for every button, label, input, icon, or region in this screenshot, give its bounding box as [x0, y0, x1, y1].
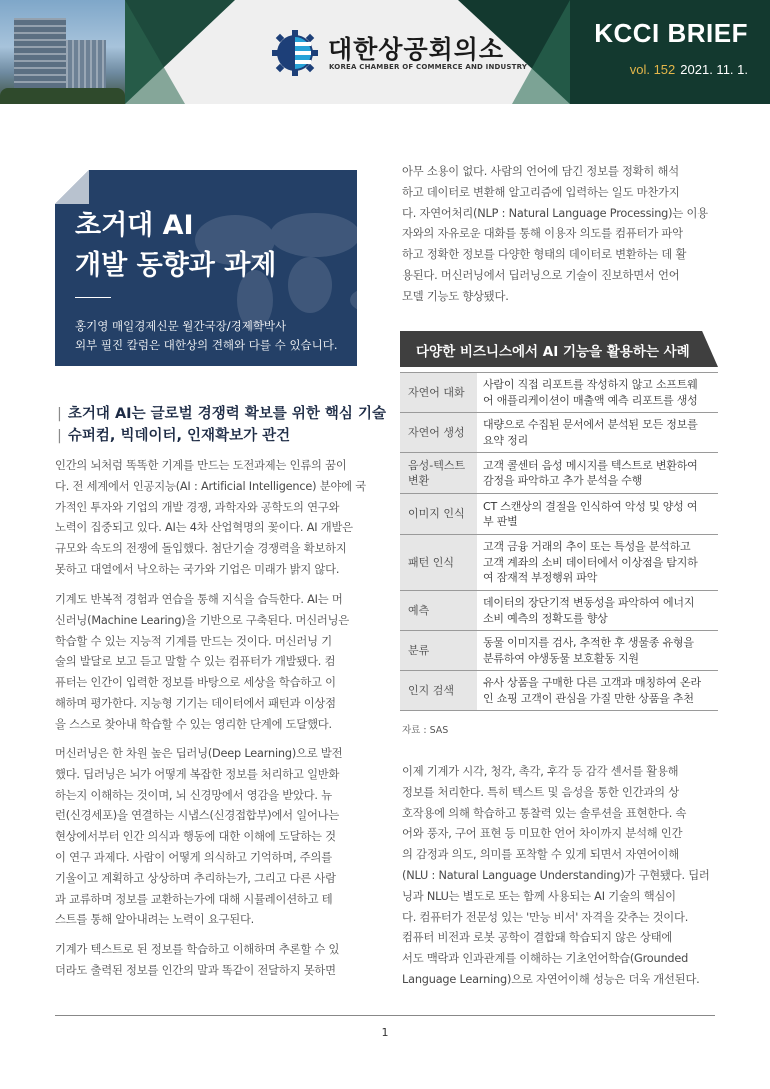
- footer-divider: [55, 1015, 715, 1016]
- text-line: 용된다. 머신러닝에서 딥러닝으로 기술이 진보하면서 언어: [402, 268, 680, 282]
- highlight-bar: |: [57, 406, 62, 422]
- text-line: 기계도 반복적 경험과 연습을 통해 지식을 습득한다. AI는 머: [55, 593, 343, 606]
- text-line: 술의 발달로 보고 듣고 말할 수 있는 컴퓨터가 개발됐다. 컴: [55, 655, 336, 669]
- text-line: 을 스스로 찾아내 학습할 수 있는 영리한 단계에 도달했다.: [55, 717, 332, 731]
- table-description: [477, 494, 718, 535]
- article-title-line2: 개발 동향과 과제: [75, 250, 277, 281]
- column-disclaimer: 외부 필진 칼럼은 대한상의 견해와 다를 수 있습니다.: [75, 338, 338, 352]
- table-row: [400, 494, 718, 535]
- category-label: 인지 검색: [408, 683, 455, 697]
- table-description: [477, 591, 718, 631]
- description-line: 어 애플리케이션이 매출액 예측 리포트를 생성: [483, 393, 698, 407]
- table-source: 자료 : SAS: [402, 725, 449, 736]
- description-line: 동물 이미지를 검사, 추적한 후 생물종 유형을: [483, 636, 694, 649]
- table-row: [400, 413, 718, 453]
- text-line: 의 감정과 의도, 의미를 포착할 수 있게 되면서 자연어이해: [402, 848, 679, 862]
- page-fold-corner: [55, 170, 89, 204]
- text-line: 닝과 NLU는 별도로 또는 함께 사용되는 AI 기술의 핵심이: [402, 889, 676, 903]
- text-line: 하고 데이터로 변환해 알고리즘에 입력하는 일도 마찬가지: [402, 185, 680, 199]
- kcci-logo-icon: [272, 30, 318, 76]
- text-line: 어와 풍자, 구어 표현 등 미묘한 언어 차이까지 분석해 인간: [402, 827, 683, 841]
- description-line: 부 판별: [483, 515, 518, 528]
- text-line: 퓨터는 인간이 입력한 정보를 바탕으로 세상을 학습하고 이: [55, 676, 336, 690]
- category-label: 예측: [408, 603, 430, 617]
- issue-volume: vol. 152: [629, 62, 676, 77]
- text-line: 정보를 처리한다. 특히 텍스트 및 음성을 통한 인간과의 상: [402, 785, 679, 799]
- page-header: [0, 0, 770, 104]
- category-label: 이미지 인식: [408, 507, 465, 521]
- highlight-2-text: 슈퍼컴, 빅데이터, 인재확보가 관건: [67, 428, 291, 444]
- left-paragraph-1: [55, 456, 371, 581]
- table-row: [400, 591, 718, 631]
- text-line: 서도 맥락과 인과관계를 이해하는 기초언어학습(Grounded: [402, 952, 689, 966]
- author-byline: 홍기영 매일경제신문 월간국장/경제학박사: [75, 319, 287, 333]
- table-category: [400, 535, 477, 591]
- highlight-2: [57, 425, 377, 447]
- text-line: 다. 자연어처리(NLP : Natural Language Processing)는 이용: [402, 206, 708, 220]
- header-brand-panel: [570, 0, 770, 104]
- text-line: 신러닝(Machine Learing)을 기반으로 구축된다. 머신러닝은: [55, 613, 350, 627]
- left-paragraph-2: [55, 590, 371, 736]
- description-line: CT 스캔상의 결절을 인식하여 악성 및 양성 여: [483, 499, 698, 513]
- table-category: [400, 494, 477, 535]
- text-line: 아무 소용이 없다. 사람의 언어에 담긴 정보를 정확히 해석: [402, 165, 679, 178]
- article-title: [75, 206, 276, 286]
- description-line: 요약 정리: [483, 433, 529, 447]
- table-row: [400, 453, 718, 494]
- text-line: 과 교류하며 정보를 교환하는가에 대해 시뮬레이션하고 테: [55, 892, 333, 906]
- text-line: 노력이 집중되고 있다. AI는 4차 산업혁명의 꽃이다. AI 개발은: [55, 521, 353, 535]
- table-row: [400, 535, 718, 591]
- description-line: 분류하여 야생동물 보호활동 지원: [483, 651, 639, 665]
- issue-info: [630, 62, 748, 77]
- description-line: 데이터의 장단기적 변동성을 파악하여 에너지: [483, 596, 695, 609]
- text-line: 가적인 투자와 기업의 개발 경쟁, 과학자와 공학도의 연구와: [55, 500, 340, 514]
- text-line: 했다. 딥러닝은 뇌가 어떻게 복잡한 정보를 처리하고 일반화: [55, 767, 340, 781]
- text-line: 모델 기능도 향상됐다.: [402, 289, 509, 303]
- highlight-1: [57, 403, 386, 425]
- table-description: [477, 535, 718, 591]
- description-line: 대량으로 수집된 문서에서 분석된 모든 정보를: [483, 418, 698, 431]
- description-line: 유사 상품을 구매한 다른 고객과 매칭하여 온라: [483, 676, 701, 689]
- text-line: 다. 전 세계에서 인공지능(AI : Artificial Intelligence) 분야에 국: [55, 479, 366, 493]
- text-line: 머신러닝은 한 차원 높은 딥러닝(Deep Learning)으로 발전: [55, 747, 343, 760]
- category-label: 분류: [408, 643, 430, 657]
- left-paragraph-4: [55, 940, 371, 982]
- table-title-banner: [400, 331, 718, 367]
- header-deco-right-light: [512, 0, 570, 104]
- page-number: 1: [381, 1026, 389, 1039]
- table-description: [477, 453, 718, 494]
- text-line: 호작용에 의해 학습하고 통찰력 있는 솔루션을 표현한다. 속: [402, 806, 687, 820]
- text-line: 이제 기계가 시각, 청각, 촉각, 후각 등 감각 센서를 활용해: [402, 765, 679, 778]
- description-line: 여 잠재적 부정행위 파악: [483, 571, 598, 585]
- right-paragraph-2: [402, 762, 718, 991]
- highlight-bar: |: [57, 428, 62, 444]
- left-paragraph-3: [55, 744, 371, 931]
- description-line: 소비 예측의 정확도를 향상: [483, 611, 608, 625]
- text-line: Language Learning)으로 자연어이해 성능은 더욱 개선된다.: [402, 972, 700, 986]
- table-category: [400, 591, 477, 631]
- header-deco-left-light: [125, 0, 185, 104]
- category-label: 변환: [408, 474, 430, 487]
- ai-use-case-table: [400, 372, 718, 711]
- category-label: 패턴 인식: [408, 555, 455, 569]
- table-description: [477, 413, 718, 453]
- table-description: [477, 671, 718, 711]
- table-row: [400, 631, 718, 671]
- category-label: 음성-텍스트: [408, 458, 466, 472]
- issue-date: 2021. 11. 1.: [680, 62, 748, 77]
- trees: [0, 88, 125, 104]
- article-title-box: [55, 170, 357, 366]
- author-info: [75, 317, 338, 355]
- description-line: 고객 콜센터 음성 메시지를 텍스트로 변환하여: [483, 458, 698, 472]
- text-line: 현상에서부터 인간 의식과 행동에 대한 이해에 도달하는 것: [55, 830, 336, 844]
- text-line: 스트를 통해 알아내려는 노력이 요구된다.: [55, 913, 255, 927]
- article-title-line1: 초거대 AI: [75, 210, 194, 241]
- text-line: 더라도 출력된 정보를 인간의 말과 똑같이 전달하지 못하면: [55, 963, 336, 977]
- text-line: 기울이고 계획하고 상상하며 추리하는가, 그리고 다른 사람: [55, 871, 336, 885]
- table-category: [400, 413, 477, 453]
- text-line: 학습할 수 있는 지능적 기계를 만드는 것이다. 머신러닝 기: [55, 634, 332, 648]
- text-line: 기계가 텍스트로 된 정보를 학습하고 이해하며 추론할 수 있: [55, 943, 340, 956]
- text-line: 하는지 이해하는 것이며, 뇌 신경망에서 영감을 받았다. 뉴: [55, 788, 332, 802]
- description-line: 감정을 파악하고 추가 분석을 수행: [483, 474, 643, 487]
- publication-brand: KCCI BRIEF: [594, 18, 748, 48]
- text-line: 자와의 자유로운 대화를 통해 이용자 의도를 컴퓨터가 파악: [402, 227, 683, 241]
- category-label: 자연어 생성: [408, 425, 465, 439]
- description-line: 고객 금융 거래의 추이 또는 특성을 분석하고: [483, 540, 691, 554]
- text-line: (NLU : Natural Language Understanding)가 구현됐다. 딥러: [402, 868, 710, 882]
- text-line: 하고 정확한 정보를 다양한 형태의 데이터로 변환하는 데 활: [402, 248, 687, 262]
- highlight-1-text: 초거대 AI는 글로벌 경쟁력 확보를 위한 핵심 기술: [67, 406, 386, 422]
- text-line: 런(신경세포)을 연결하는 시냅스(신경접합부)에서 일어나는: [55, 809, 340, 823]
- text-line: 해하며 평가한다. 지능형 기기는 데이터에서 패턴과 이상점: [55, 696, 336, 710]
- logo-english-name: KOREA CHAMBER OF COMMERCE AND INDUSTRY: [329, 63, 528, 71]
- table-category: [400, 631, 477, 671]
- text-line: 컴퓨터 비전과 로봇 공학이 결합돼 학습되지 않은 상태에: [402, 931, 673, 945]
- table-category: [400, 373, 477, 413]
- logo-korean-name: 대한상공회의소: [328, 35, 505, 64]
- table-row: [400, 373, 718, 413]
- title-divider: [75, 297, 111, 298]
- text-line: 다. 컴퓨터가 전문성 있는 '만능 비서' 자격을 갖추는 것이다.: [402, 910, 689, 924]
- description-line: 인 쇼핑 고객이 관심을 가질 만한 상품을 추천: [483, 691, 694, 705]
- text-line: 인간의 뇌처럼 똑똑한 기계를 만드는 도전과제는 인류의 꿈이: [55, 459, 347, 472]
- table-description: [477, 631, 718, 671]
- text-line: 규모와 속도의 전쟁에 돌입했다. 첨단기술 경쟁력을 확보하지: [55, 542, 347, 556]
- table-category: [400, 453, 477, 494]
- text-line: 못하고 대열에서 낙오하는 국가와 기업은 미래가 밝지 않다.: [55, 562, 340, 576]
- description-line: 고객 계좌의 소비 데이터에서 이상점을 탐지하: [483, 555, 698, 569]
- building-photo: [0, 0, 125, 104]
- text-line: 이 연구 과제다. 사람이 어떻게 의식하고 기억하며, 주의를: [55, 850, 332, 864]
- table-row: [400, 671, 718, 711]
- table-description: [477, 373, 718, 413]
- table-title: 다양한 비즈니스에서 AI 기능을 활용하는 사례: [416, 344, 690, 360]
- category-label: 자연어 대화: [408, 385, 465, 399]
- table-category: [400, 671, 477, 711]
- description-line: 사람이 직접 리포트를 작성하지 않고 소프트웨: [483, 378, 698, 391]
- right-paragraph-1: [402, 162, 718, 308]
